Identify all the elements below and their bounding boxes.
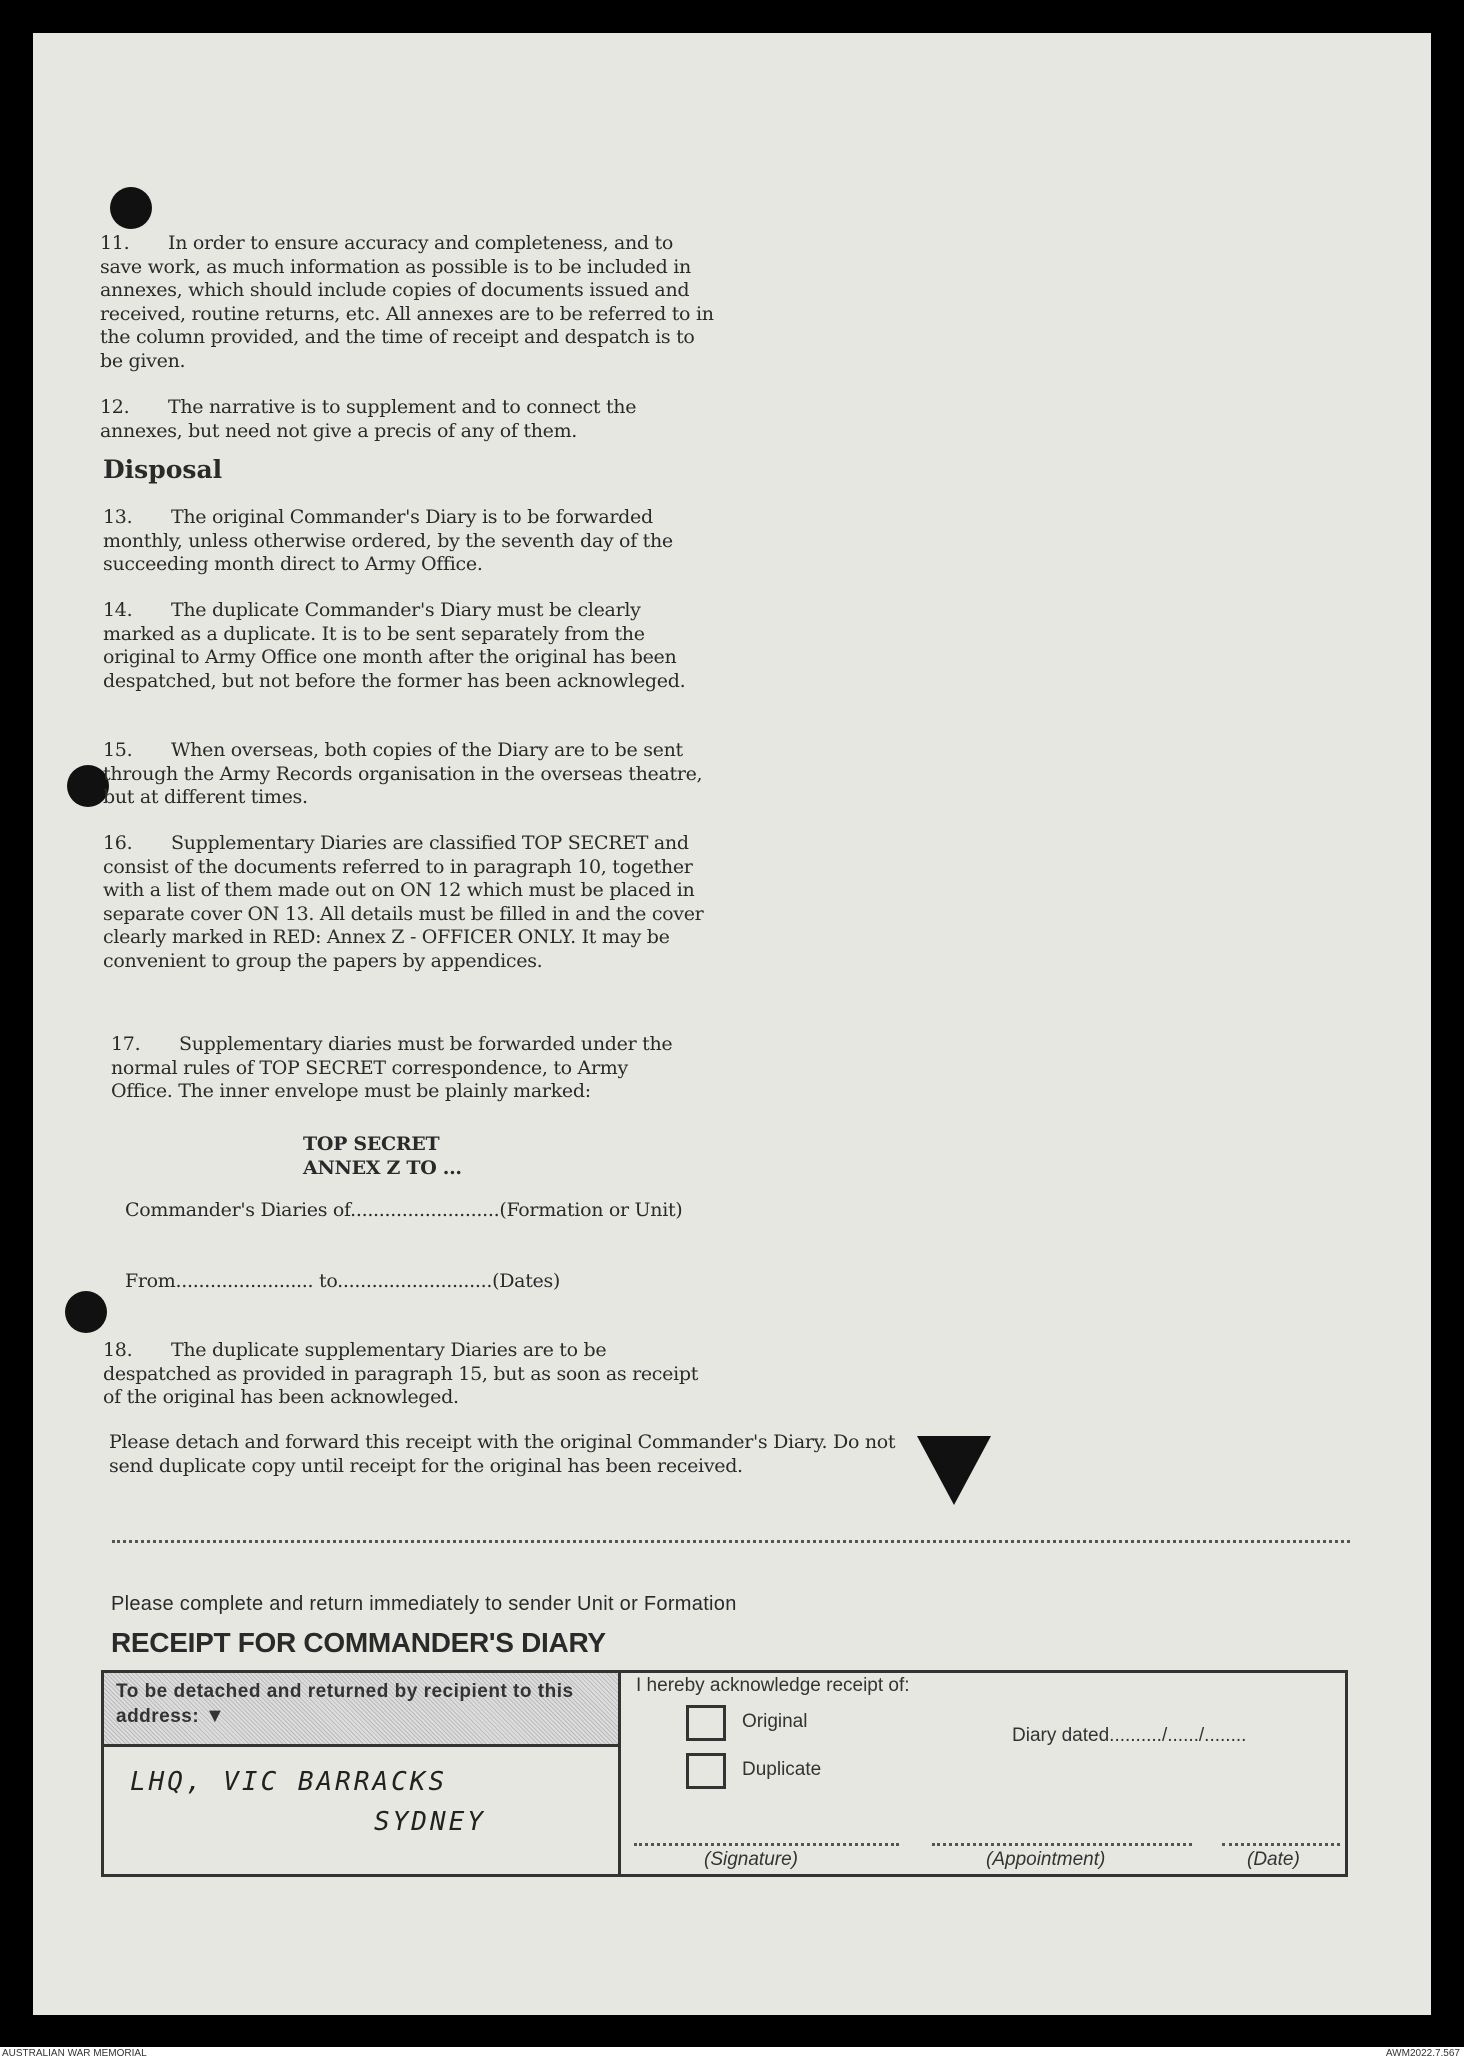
para-text: The narrative is to supplement and to connect the annexes, but need not give a precis of any of them.	[100, 396, 637, 442]
paragraph-13	[103, 506, 703, 577]
diaries-of-line: Commander's Diaries of..........................(Formation or Unit)	[125, 1199, 683, 1221]
handwritten-address-line2: SYDNEY	[374, 1807, 486, 1837]
detach-note: Please detach and forward this receipt with the original Commander's Diary. Do not send duplicate copy until receipt for the original has been received.	[109, 1431, 896, 1477]
diary-dated-field[interactable]: Diary dated........../....../........	[1012, 1725, 1247, 1746]
date-line[interactable]	[1222, 1843, 1340, 1846]
para-text: The duplicate Commander's Diary must be clearly marked as a duplicate. It is to be sent separately from the original to Army Office one month after the original has been despatched, but not before the former has been acknowleged.	[103, 599, 686, 692]
para-text: The original Commander's Diary is to be forwarded monthly, unless otherwise ordered, by the seventh day of the succeeding month direct to Army Office.	[103, 506, 673, 575]
punch-hole	[110, 187, 152, 229]
date-label: (Date)	[1247, 1849, 1300, 1870]
para-number: 14.	[103, 599, 133, 621]
original-label: Original	[742, 1711, 808, 1732]
marking-annex-z: ANNEX Z TO ...	[303, 1157, 462, 1179]
archive-footer	[0, 2047, 1464, 2061]
appointment-label: (Appointment)	[986, 1849, 1106, 1870]
address-field[interactable]	[104, 1747, 621, 1874]
tear-line	[112, 1540, 1350, 1543]
address-header	[104, 1673, 621, 1747]
triangle-down-icon	[917, 1436, 991, 1505]
para-number: 17.	[111, 1033, 141, 1055]
para-number: 16.	[103, 832, 133, 854]
para-number: 18.	[103, 1339, 133, 1361]
signature-line[interactable]	[634, 1843, 899, 1846]
paragraph-15	[103, 739, 723, 810]
from-to-line: From........................ to...........................(Dates)	[125, 1270, 561, 1292]
para-number: 15.	[103, 739, 133, 761]
section-heading-disposal: Disposal	[103, 455, 223, 484]
original-checkbox[interactable]	[686, 1705, 726, 1741]
paragraph-11	[100, 232, 720, 373]
para-number: 11.	[100, 232, 130, 254]
triangle-down-icon: ▼	[204, 1705, 226, 1727]
para-number: 13.	[103, 506, 133, 528]
address-header-text: To be detached and returned by recipient to this address:	[116, 1681, 574, 1727]
signature-label: (Signature)	[704, 1849, 798, 1870]
handwritten-address-line1: LHQ, VIC BARRACKS	[130, 1767, 448, 1797]
receipt-instruction: Please complete and return immediately to sender Unit or Formation	[111, 1593, 737, 1615]
marking-top-secret: TOP SECRET	[303, 1133, 440, 1155]
para-text: Supplementary diaries must be forwarded under the normal rules of TOP SECRET correspondence, to Army Office. The inner envelope must be plainly marked:	[111, 1033, 673, 1102]
duplicate-checkbox[interactable]	[686, 1753, 726, 1789]
paragraph-18	[103, 1339, 703, 1410]
duplicate-label: Duplicate	[742, 1759, 822, 1780]
para-text: In order to ensure accuracy and completeness, and to save work, as much information as possible is to be included in annexes, which should include copies of documents issued and received, routine returns, etc. All annexes are to be referred to in the column provided, and the time of receipt and despatch is to be given.	[100, 232, 714, 372]
para-number: 12.	[100, 396, 130, 418]
paragraph-17	[111, 1033, 691, 1104]
paragraph-16	[103, 832, 718, 973]
archive-name: AUSTRALIAN WAR MEMORIAL	[2, 2048, 147, 2059]
paragraph-12	[100, 396, 700, 443]
archive-reference: AWM2022.7.567	[1385, 2048, 1460, 2059]
acknowledge-label: I hereby acknowledge receipt of:	[636, 1675, 910, 1696]
para-text: The duplicate supplementary Diaries are to be despatched as provided in paragraph 15, but as soon as receipt of the original has been acknowleged.	[103, 1339, 699, 1408]
para-text: When overseas, both copies of the Diary are to be sent through the Army Records organisation in the overseas theatre, but at different times.	[103, 739, 703, 808]
appointment-line[interactable]	[932, 1843, 1192, 1846]
punch-hole	[65, 1291, 107, 1333]
para-text: Supplementary Diaries are classified TOP SECRET and consist of the documents referred to in paragraph 10, together with a list of them made out on ON 12 which must be placed in separate cover ON 13. All details must be filled in and the cover clearly marked in RED: Annex Z - OFFICER ONLY. It may be convenient to group the papers by appendices.	[103, 832, 704, 972]
receipt-title: RECEIPT FOR COMMANDER'S DIARY	[111, 1627, 606, 1658]
paragraph-14	[103, 599, 703, 693]
receipt-form	[101, 1670, 1348, 1877]
